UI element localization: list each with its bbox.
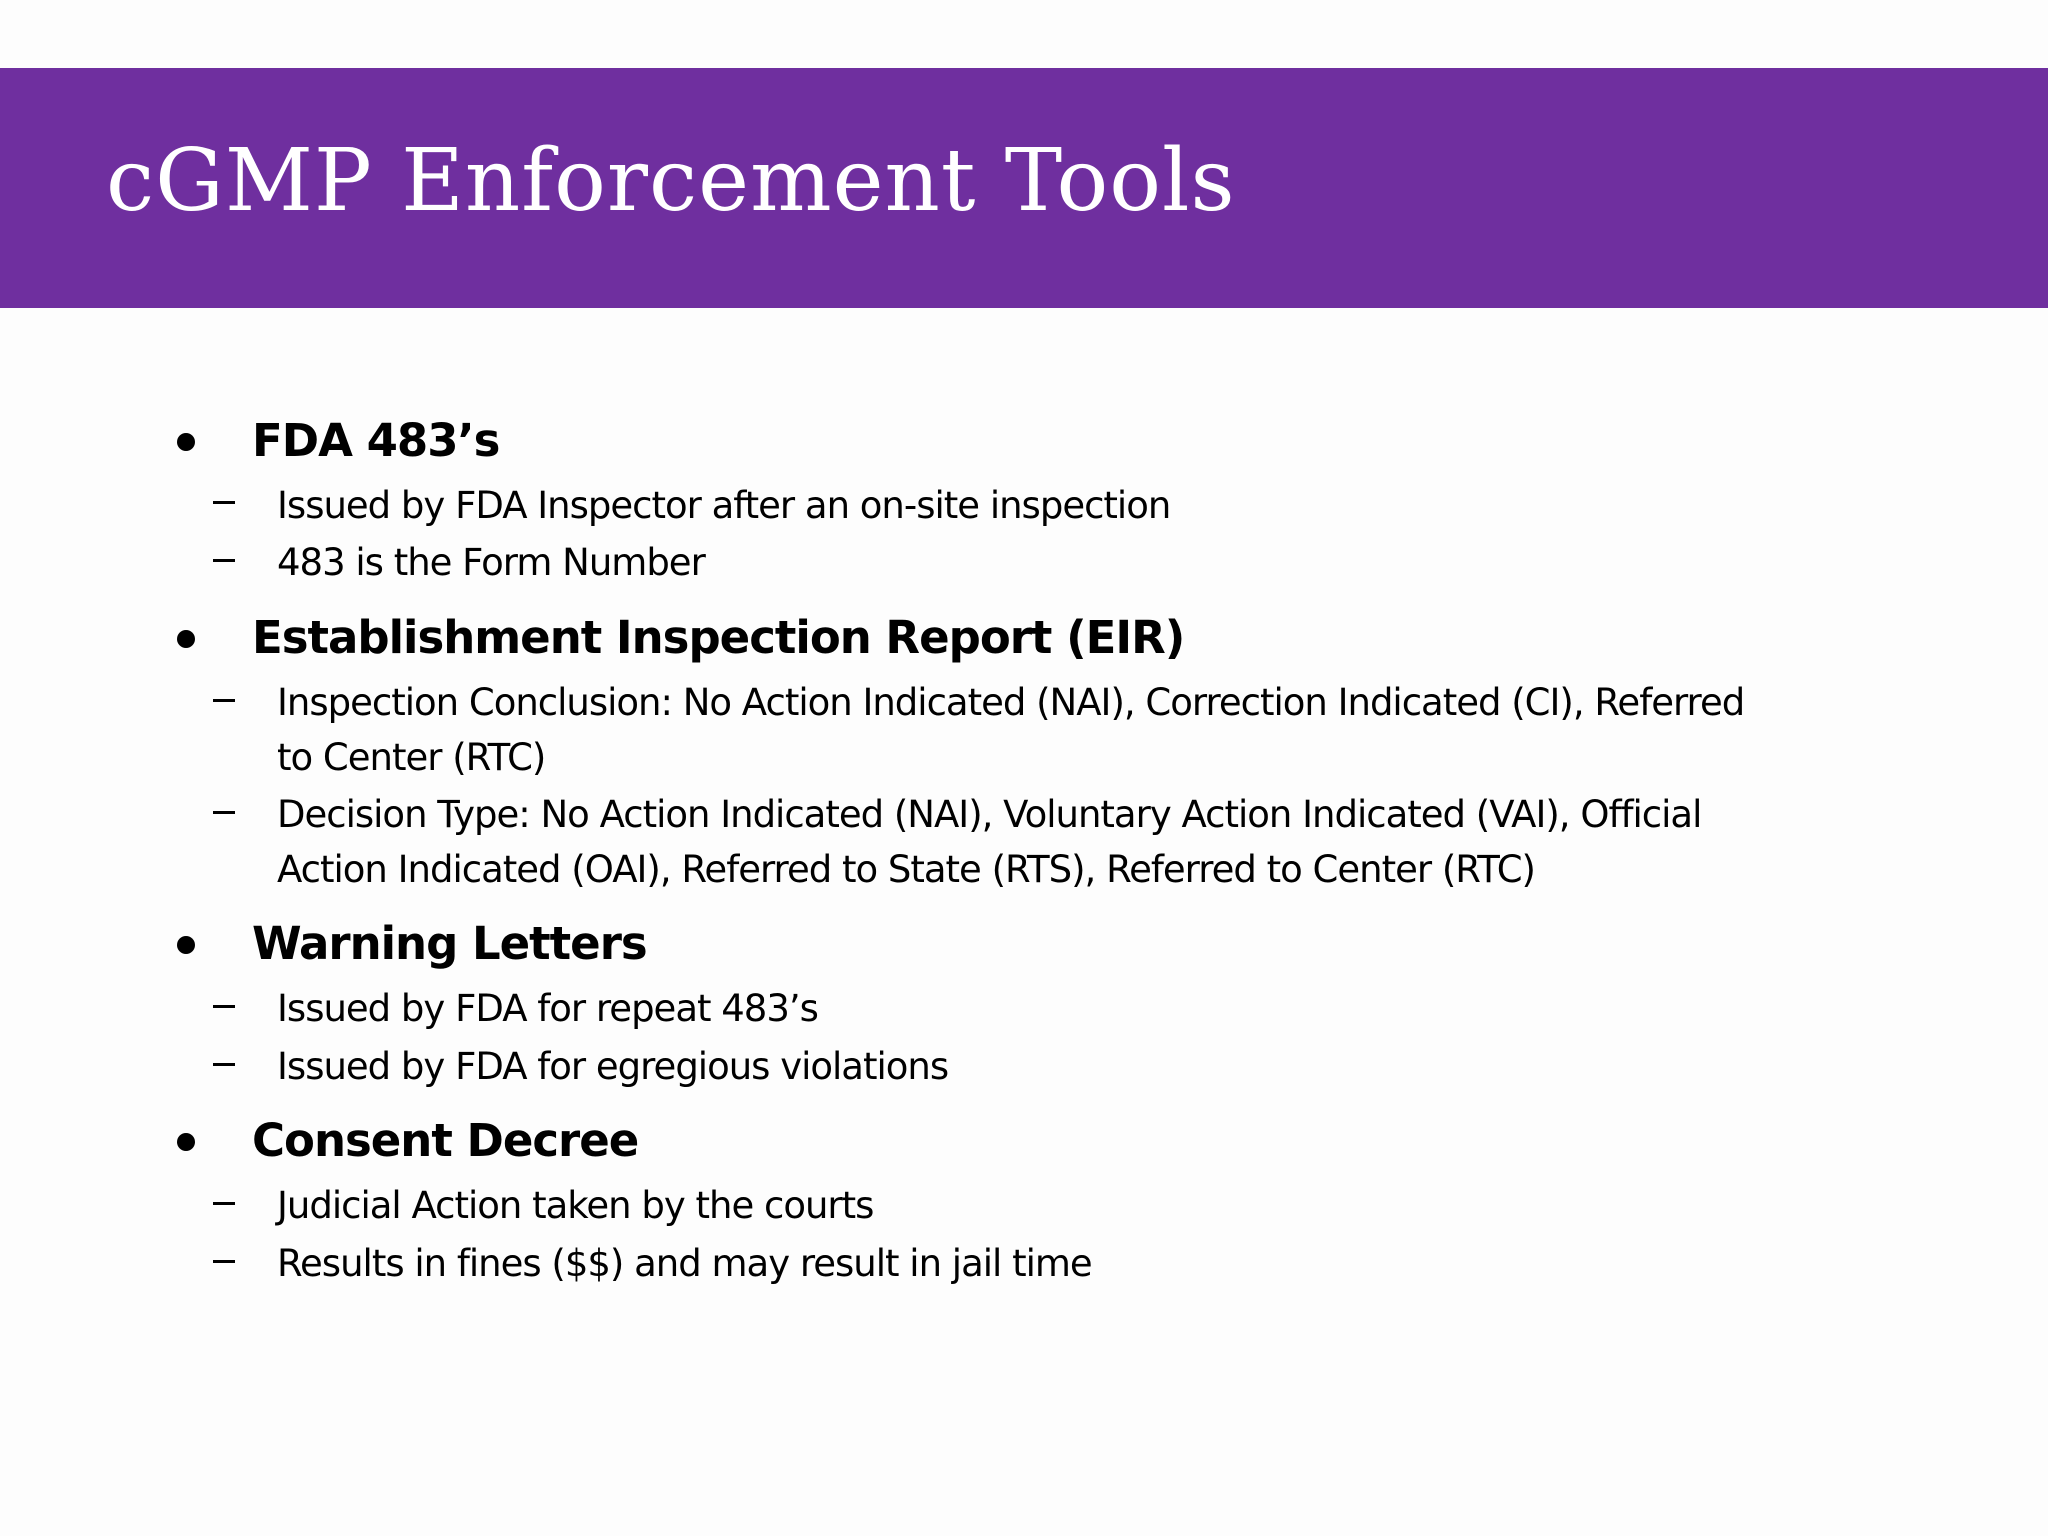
sub-bullet: Issued by FDA for egregious violations: [277, 1045, 949, 1088]
dash-icon: [213, 811, 235, 814]
bullet-dot-icon: [177, 433, 195, 451]
dash-icon: [213, 1063, 235, 1066]
sub-bullet: Judicial Action taken by the courts: [277, 1184, 874, 1227]
bullet-dot-icon: [177, 1133, 195, 1151]
sub-bullet-line: Decision Type: No Action Indicated (NAI), Voluntary Action Indicated (VAI), Official: [277, 793, 1702, 836]
bullet-dot-icon: [177, 936, 195, 954]
dash-icon: [213, 1005, 235, 1008]
sub-bullet: Results in fines ($$) and may result in jail time: [277, 1242, 1092, 1285]
sub-bullet: Issued by FDA for repeat 483’s: [277, 987, 818, 1030]
bullet-heading: Warning Letters: [252, 917, 647, 970]
bullet-heading: FDA 483’s: [252, 414, 500, 467]
dash-icon: [213, 1202, 235, 1205]
dash-icon: [213, 1260, 235, 1263]
sub-bullet-line: Action Indicated (OAI), Referred to State (RTS), Referred to Center (RTC): [277, 848, 1535, 891]
dash-icon: [213, 699, 235, 702]
sub-bullet: 483 is the Form Number: [277, 541, 705, 584]
sub-bullet: Issued by FDA Inspector after an on-site inspection: [277, 484, 1171, 527]
bullet-dot-icon: [177, 630, 195, 648]
dash-icon: [213, 559, 235, 562]
slide-title: cGMP Enforcement Tools: [106, 131, 1236, 231]
bullet-heading: Establishment Inspection Report (EIR): [252, 611, 1185, 664]
sub-bullet-line: Inspection Conclusion: No Action Indicated (NAI), Correction Indicated (CI), Referred: [277, 681, 1745, 724]
bullet-heading: Consent Decree: [252, 1114, 639, 1167]
dash-icon: [213, 501, 235, 504]
sub-bullet-line: to Center (RTC): [277, 736, 546, 779]
